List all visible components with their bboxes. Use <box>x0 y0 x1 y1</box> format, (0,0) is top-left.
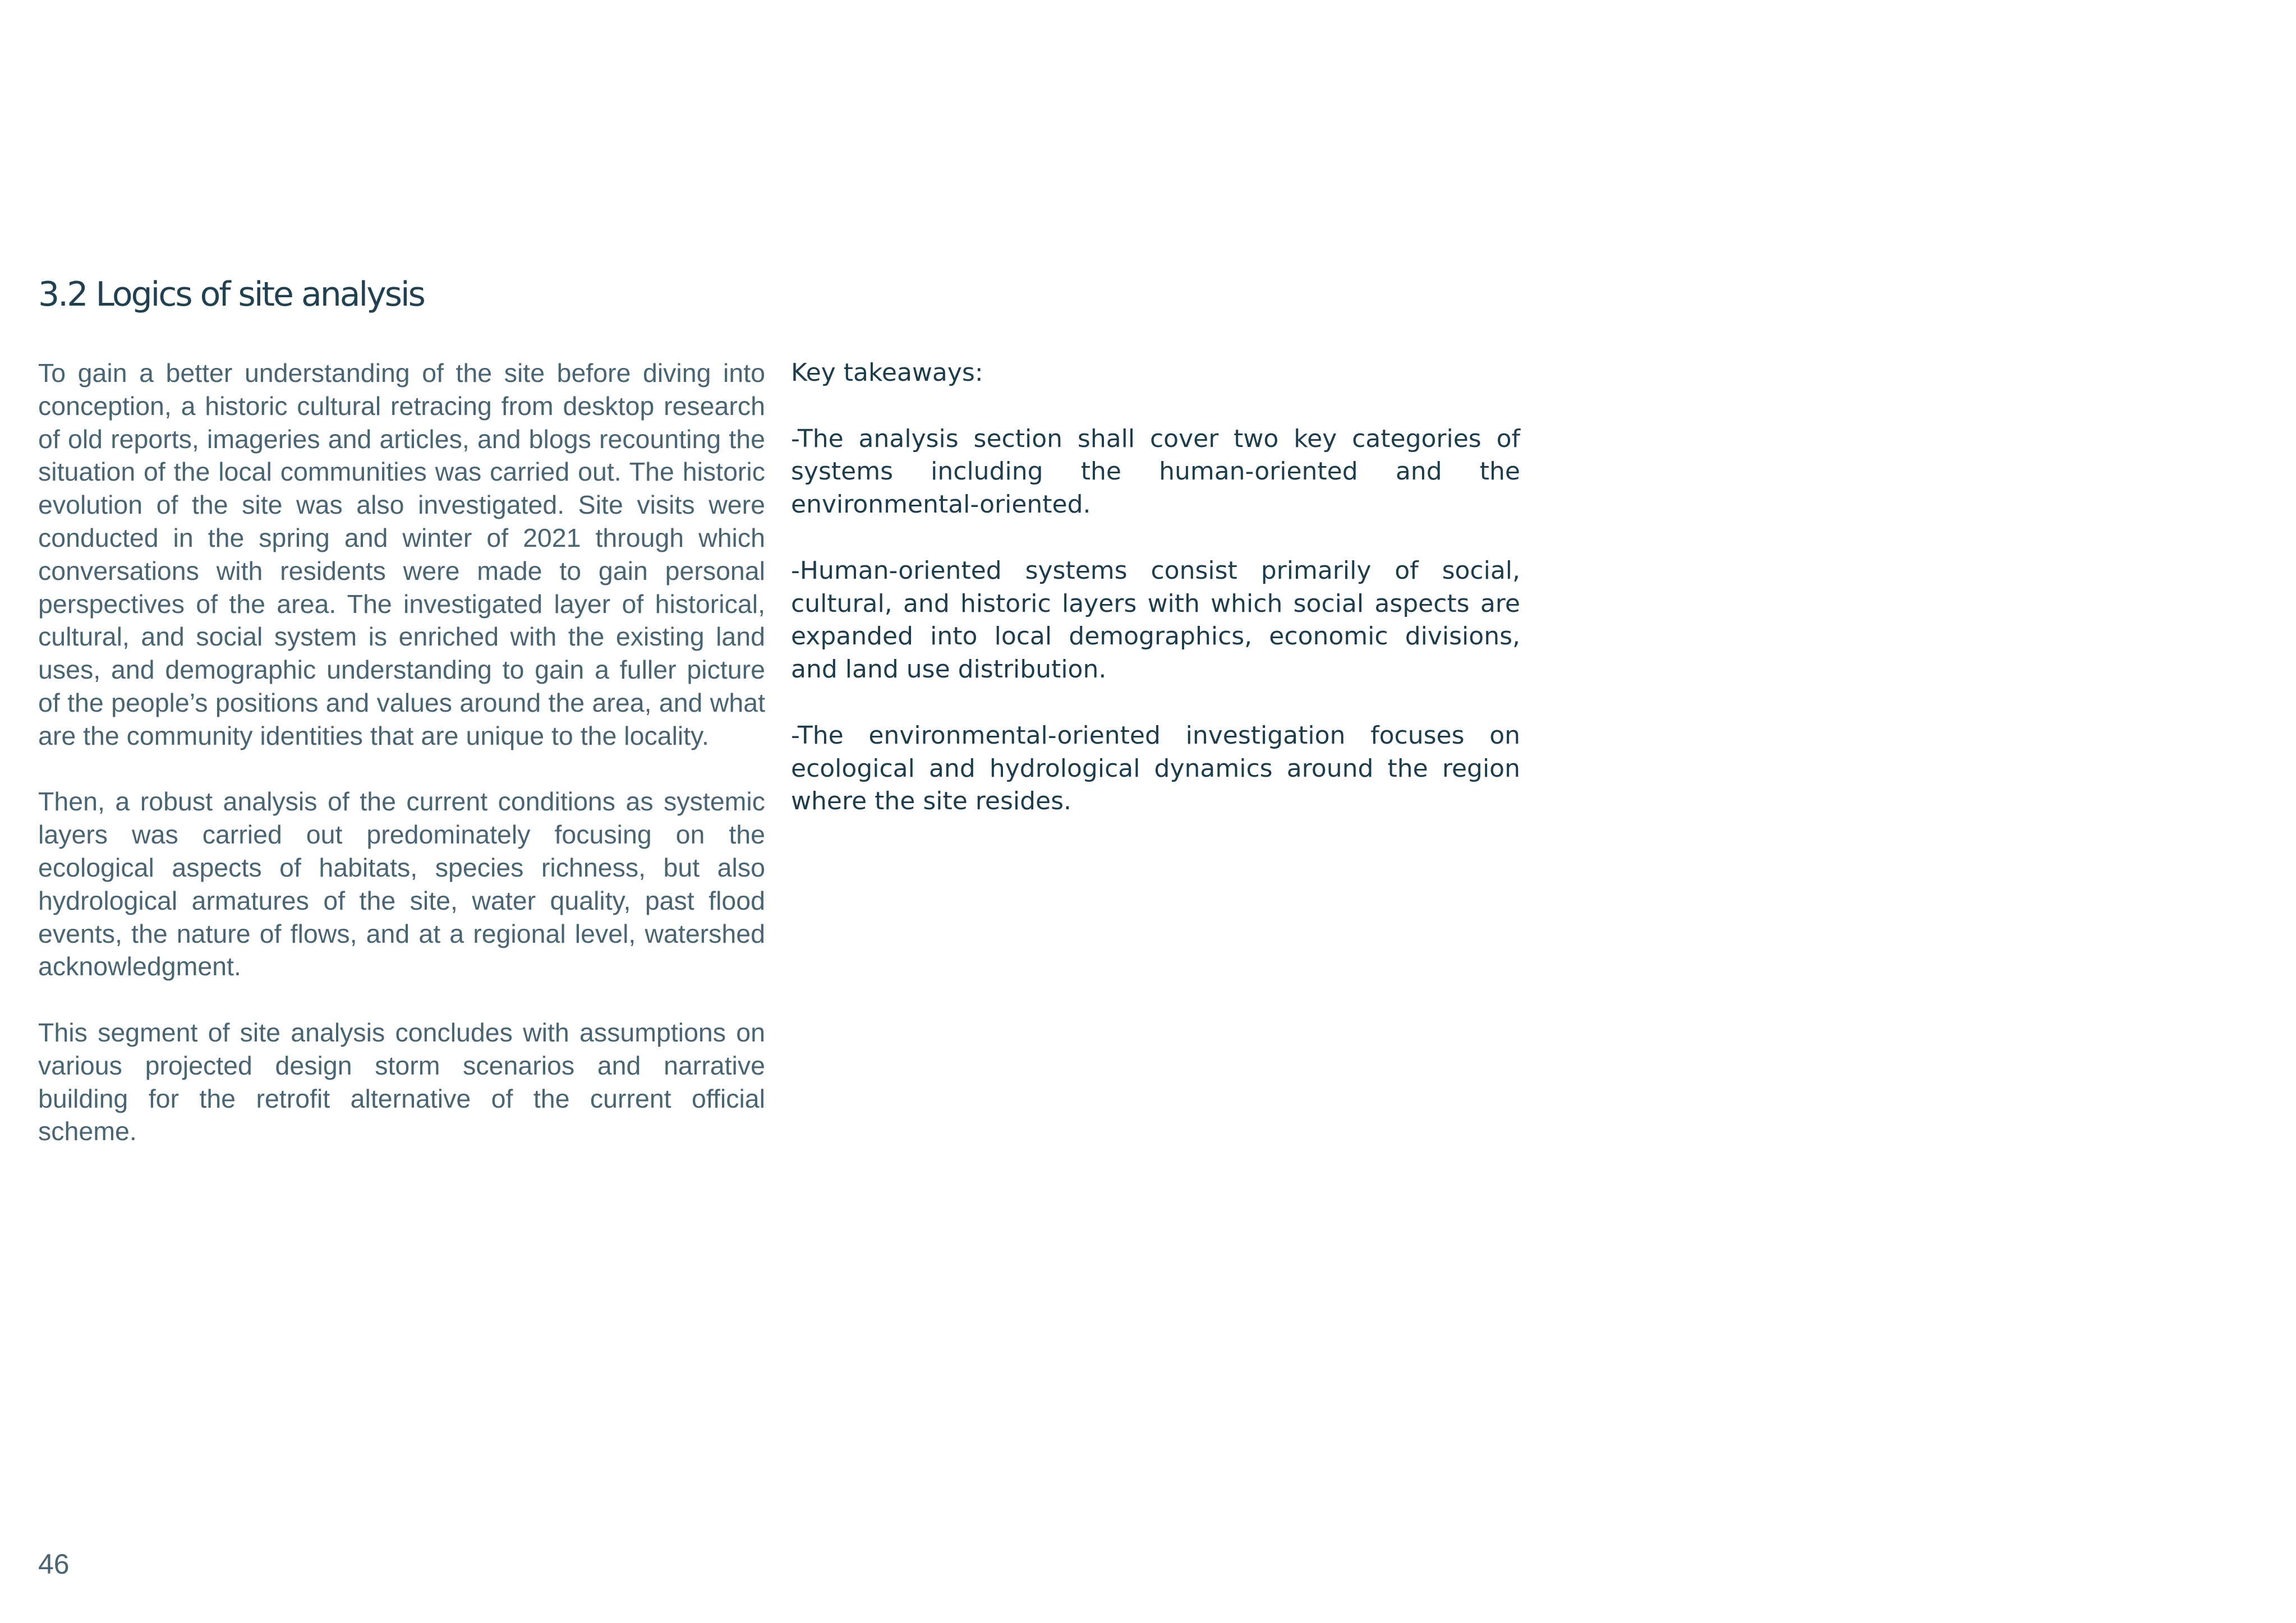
takeaway-item: -Human-oriented systems consist primarily of social, cultural, and historic layers with which social aspects are expanded into local demographics, economic divisions, and land use distribution. <box>791 556 1520 684</box>
key-takeaways-heading: Key takeaways: <box>791 358 983 387</box>
page-number: 46 <box>38 1548 70 1580</box>
body-paragraph: To gain a better understanding of the site before diving into conception, a historic cultural retracing from desktop research of old reports, imageries and articles, and blogs recounting the situation of the local communities was carried out. The historic evolution of the site was also investigated. Site visits were conducted in the spring and winter of 2021 through which conversations with residents were made to gain personal perspectives of the area. The investigated layer of historical, cultural, and social system is enriched with the existing land uses, and demographic understanding to gain a fuller picture of the people’s positions and values around the area, and what are the community identities that are unique to the locality. <box>38 358 765 750</box>
body-paragraph: Then, a robust analysis of the current conditions as systemic layers was carried out predominately focusing on the ecological aspects of habitats, species richness, but also hydrological armatures of the site, water quality, past flood events, the nature of flows, and at a regional level, watershed acknowledgment. <box>38 787 765 981</box>
takeaway-item: -The environmental-oriented investigation focuses on ecological and hydrological dynamics around the region where the site resides. <box>791 721 1520 816</box>
body-paragraph: This segment of site analysis concludes with assumptions on various projected design storm scenarios and narrative building for the retrofit alternative of the current official scheme. <box>38 1017 765 1146</box>
key-takeaways-column <box>791 357 1520 851</box>
takeaway-item: -The analysis section shall cover two key categories of systems including the human-oriented and the environmental-oriented. <box>791 424 1520 519</box>
body-text-column <box>38 357 765 1181</box>
page-title: 3.2 Logics of site analysis <box>38 275 424 314</box>
